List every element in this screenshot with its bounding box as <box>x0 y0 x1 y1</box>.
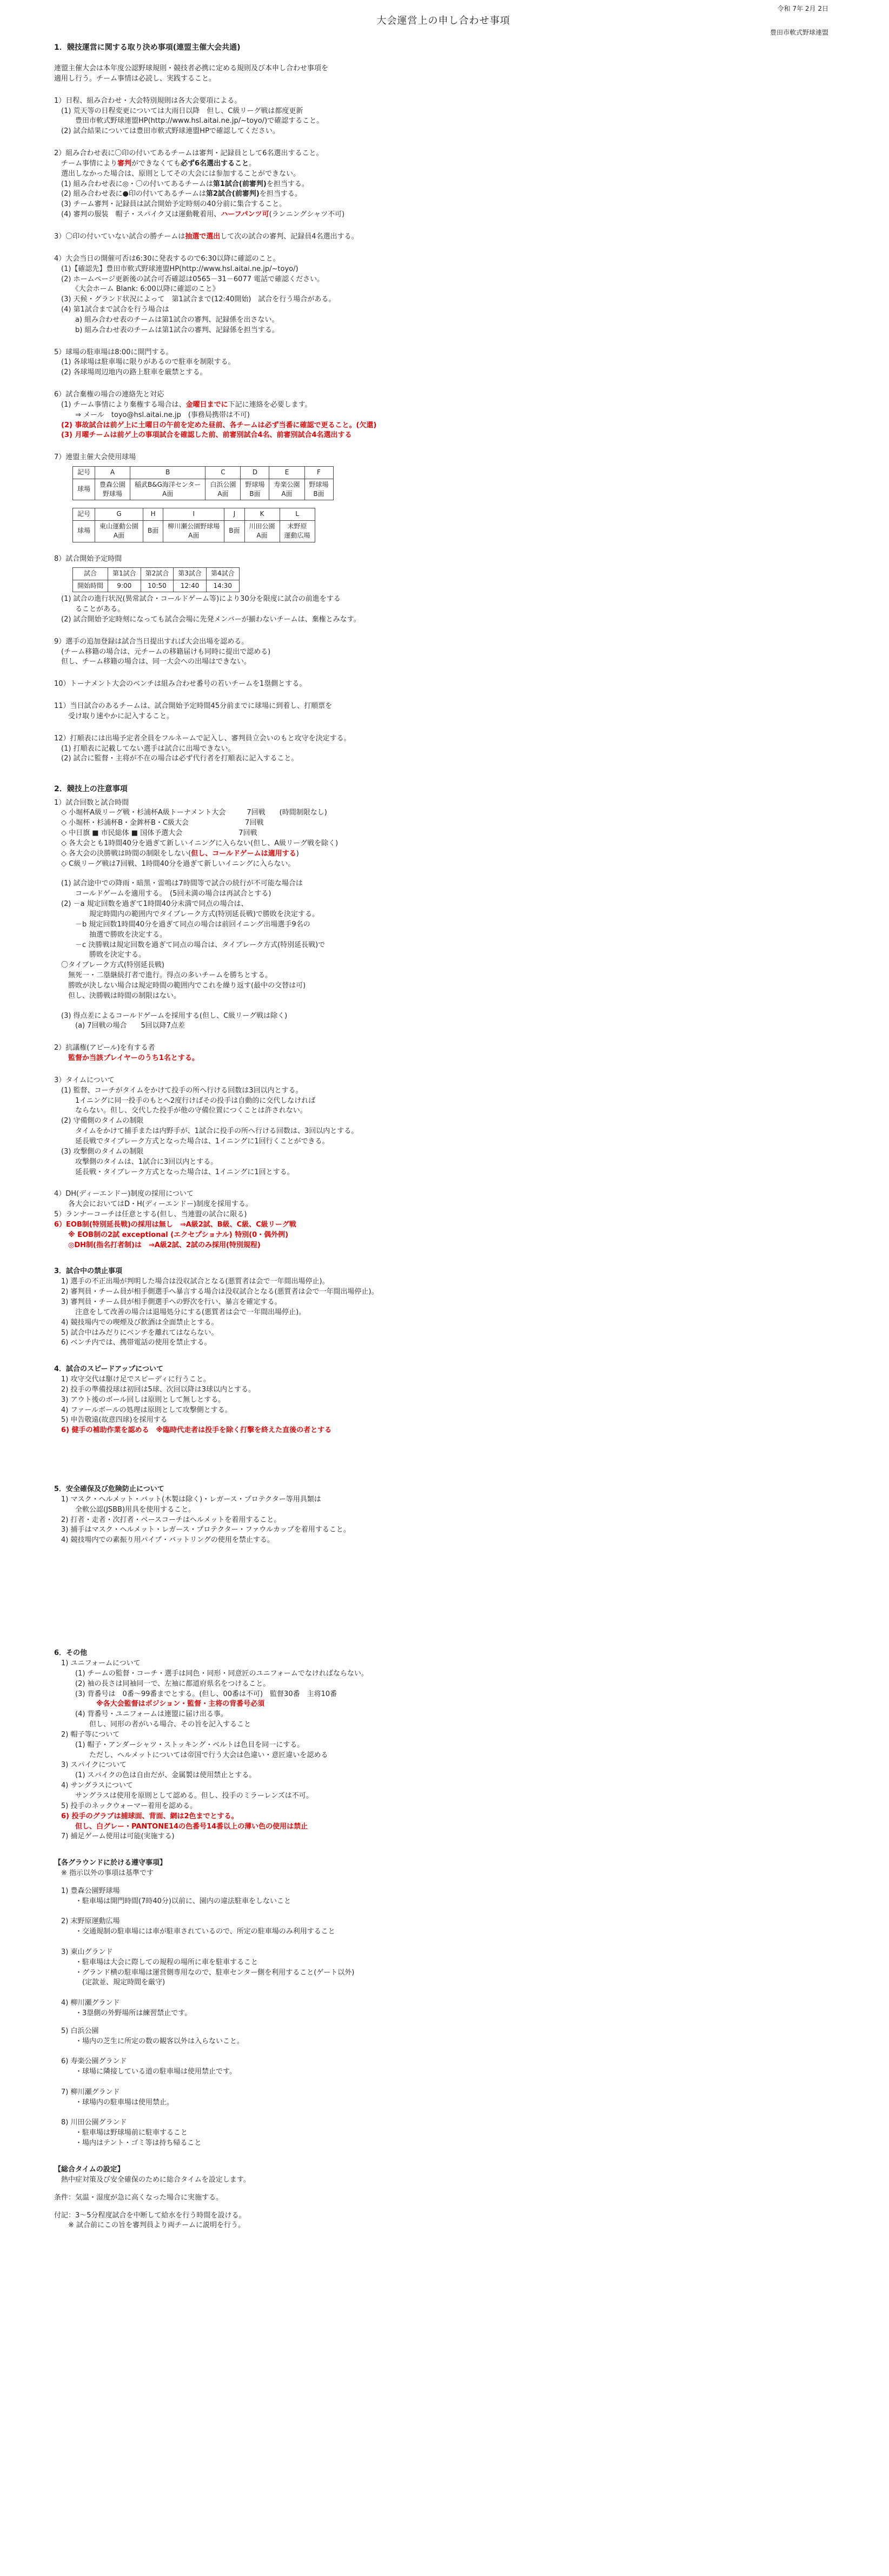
grounds-list-2: 5) 白浜公園 ・場内の芝生に所定の数の観客以外は入らないこと。 6) 寿楽公園グランド ・球場に隣接している道の駐車場は使用禁止です。 7) 柳川瀬グランド ・球場内の駐車場は使用禁止。 8) 川田公園グランド ・駐車場は野球場前に駐車すること ・場内はテント・ゴミ等は持ち帰ること <box>61 2027 244 2148</box>
rule-2-1-tiebreak: (1) 試合途中での降雨・暗黒・雷鳴は7時間等で試合の続行が不可能な場合は コールドゲームを適用する。 (5回未満の場合は再試合とする) (2) －a 規定回数を過ぎて1時間40分未満で同点の場合は、 規定時間内の範囲内でタイブレーク方式(特別延長戦)で勝敗を決定する。 －b 規定回数1時間40分を過ぎて同点の場合は前回イニング出場選手9名の 抽選で勝敗を決定する。 －c 決勝戦は規定回数を過ぎて同点の場合は、タイブレーク方式(特別延長戦)で 勝敗を決定する。 〇タイブレーク方式(特別延長戦) 無死一・二塁継続打者で進行。得点の多いチームを勝ちとする。 勝敗が決しない場合は規定時間の範囲内でこれを繰り返す(最中の交替は可) 但し、決勝戦は時間の制限はない。 <box>61 879 326 1000</box>
stadium-cell: J <box>224 508 244 520</box>
stadium-cell: B面 <box>143 520 163 542</box>
stadium-cell: K <box>244 508 280 520</box>
stadium-cell: 豊森公園 野球場 <box>95 479 130 500</box>
section-1-body <box>54 64 800 2231</box>
stadium-cell: I <box>163 508 224 520</box>
rule-1-schedule: 1）日程、組み合わせ・大会特別規則は各大会要項による。 (1) 荒天等の日程変更については大雨日以降 但し、C級リーグ戦は都度更新 豊田市軟式野球連盟HP(http://www.hsl.aitai.ne.jp/~toyo/)で確認すること。 (2) 試合結果については豊田市軟式野球連盟HPで確認してください。 <box>54 96 324 136</box>
stadium-cell: G <box>95 508 143 520</box>
section-6-last-rule: 7) 捕足ゲーム使用は可能(実施する) <box>54 1832 175 1841</box>
start-time-cell: 第1試合 <box>108 568 141 580</box>
stadium-cell: H <box>143 508 163 520</box>
stadium-row <box>73 508 315 520</box>
rule-2-6-eob-note: ※ EOB制の2試 exceptional (エクセプショナル) 特別(0・偶外例) <box>54 1230 289 1239</box>
start-time-row <box>73 580 240 592</box>
grounds-list-1: 1) 豊森公園野球場 ・駐車場は開門時間(7時40分)以前に、園内の違法駐車をしないこと 2) 末野原運動広場 ・交通規制の駐車場には車が駐車されているので、所定の駐車場のみ利用すること 3) 東山グランド ・駐車場は大会に際しての規程の場所に車を駐車すること ・グランド横の駐車場は運営側専用なので、駐車センター側を利用すること(ゲート以外) (定款並、規定時間を厳守) 4) 柳川瀬グランド ・3塁側の外野場所は練習禁止です。 <box>61 1886 355 2018</box>
stadium-cell: 球場 <box>73 520 95 542</box>
start-time-cell: 第2試合 <box>141 568 174 580</box>
organization-name: 豊田市軟式野球連盟 <box>769 29 828 36</box>
start-time-cell: 試合 <box>73 568 108 580</box>
stadium-cell: D <box>241 467 269 479</box>
hydration-heading: 【総合タイムの設定】 <box>54 2165 124 2174</box>
stadium-cell: B <box>130 467 205 479</box>
grounds-note: ※ 指示以外の事項は基準です <box>54 1869 154 1878</box>
stadium-cell: 野球場 B面 <box>304 479 333 500</box>
rule-10-bench: 10）トーナメント大会のベンチは組み合わせ番号の若いチームを1塁側とする。 <box>54 680 307 688</box>
hydration-line-3: 付記：3～5分程度試合を中断して給水を行う時間を設ける。 <box>54 2211 246 2220</box>
stadiums-table-1 <box>72 466 334 500</box>
stadium-cell: 野球場 B面 <box>241 479 269 500</box>
rule-2-6-dh-note: ◎DH制(指名打者制)は ⇒A級2試、2試のみ採用(特別規程) <box>54 1241 261 1249</box>
start-time-cell: 12:40 <box>174 580 207 592</box>
section-3-body: 1) 選手の不正出場が判明した場合は没収試合となる(悪質者は会で一年間出場停止)。 2) 審判員・チーム員が相手側選手へ暴言する場合は没収試合となる(悪質者は会で一年間出場停止)。 3) 審判員・チーム員が相手側選手への野次を行い、暴言を確定する。 注意をして改善の場合は退場処分にする(悪質者は会で一年間出場停止)。 4) 競技場内での喫煙及び飲酒は全面禁止とする。 5) 試合中はみだりにベンチを離れてはならない。 6) ベンチ内では、携帯電話の使用を禁止する。 <box>61 1277 379 1347</box>
grounds-heading: 【各グラウンドに於ける遵守事項】 <box>54 1859 167 1868</box>
rule-2-1-innings: 1）試合回数と試合時間 ◇ 小堀杯A級リーグ戦・杉浦杯A級トーナメント大会 7回戦 (時間制限なし) ◇ 小堀杯・杉浦杯B・金鉾杯B・C級大会 7回戦 ◇ 中日旗 ■ 市民総体 ■ 国体予選大会 7回戦 ◇ 各大会とも1時間40分を過ぎて新しいイニングに入らない(但し、A級リーグ戦を除く) ◇ 各大会の決勝戦は時間の制限をしない(但し、コールドゲームは適用する) ◇ C級リーグ戦は7回戦、1時間40分を過ぎて新しいイニングに入らない。 <box>54 798 339 868</box>
stadium-cell: F <box>304 467 333 479</box>
stadium-cell: 寿楽公園 A面 <box>269 479 304 500</box>
section-4-heading: 4．試合のスピードアップについて <box>54 1365 163 1374</box>
rule-4-weather-check: 4）大会当日の開催可否は6:30に発表するので6:30以降に確認のこと。 (1)【確認先】豊田市軟式野球連盟HP(http://www.hsl.aitai.ne.jp/~toyo/) (2) ホームページ更新後の試合可否確認は0565－31－6077 電話で確認ください。 《大会ホーム Blank: 6:00以降に確認のこと》 (3) 天候・グランド状況によって 第1試合まで(12:40開始) 試合を行う場合がある。 (4) 第1試合まで試合を行う場合は a) 組み合わせ表のチームは第1試合の審判、記録係を出さない。 b) 組み合わせ表のチームは第1試合の審判、記録係を担当する。 <box>54 254 336 334</box>
section-3-heading: 3．試合中の禁止事項 <box>54 1267 123 1276</box>
start-time-cell: 10:50 <box>141 580 174 592</box>
stadium-cell: 白浜公園 A面 <box>205 479 241 500</box>
stadium-cell: L <box>280 508 315 520</box>
rule-5-parking: 5）球場の駐車場は8:00に開門する。 (1) 各球場は駐車場に限りがあるので駐車を制限する。 (2) 各球場周辺地内の路上駐車を厳禁とする。 <box>54 348 235 377</box>
rule-11-arrival: 11）当日試合のあるチームは、試合開始予定時間45分前までに球場に到着し、打順票を 受け取り速やかに記入すること。 <box>54 702 333 720</box>
rule-2-2-appeal: 2）抗議権(アピール)を有する者 <box>54 1044 155 1052</box>
rule-6-forfeit-notes: (2) 事故試合は前ゲ上に土曜日の午前を定めた昼前、各チームは必ず当番に確認で更ること。(欠還) (3) 月曜チームは前ゲ上の事項試合を確認した前、前審別試合4名、前審別試合4名選出する <box>61 421 377 440</box>
stadium-cell: B面 <box>224 520 244 542</box>
start-time-cell: 開始時間 <box>73 580 108 592</box>
stadium-cell: 稲武B&G海洋センター A面 <box>130 479 205 500</box>
hydration-line-2: 条件：気温・湿度が急に高くなった場合に実施する。 <box>54 2193 223 2202</box>
stadium-row <box>73 479 334 500</box>
section-1-heading: 1．競技運営に関する取り決め事項(連盟主催大会共通) <box>54 43 241 52</box>
rule-6-forfeit: 6）試合棄権の場合の連絡先と対応 (1) チーム事情により棄権する場合は、金曜日までに下記に連絡を必要します。 ⇒ メール toyo@hsl.aitai.ne.jp (事務局携帯は不可) <box>54 390 312 419</box>
stadium-cell: A <box>95 467 130 479</box>
stadium-cell: 末野原 運動広場 <box>280 520 315 542</box>
rule-2-6-eob: 6）EOB制(特別延長戦)の採用は無し ⇒A級2試、B級、C級、C級リーグ戦 <box>54 1220 296 1229</box>
rule-2-referees: 2）組み合わせ表に〇印の付いてあるチームは審判・記録員として6名選出すること。 チーム事情により審判ができなくても必ず6名選出すること。 選出しなかった場合は、原則としてその大会には参加することができない。 (1) 組み合わせ表に◎・〇の付いてあるチームは第1試合(前審判)を担当する。 (2) 組み合わせ表に●印の付いてあるチームは第2試合(前審判)を担当する。 (3) チーム審判・記録員は試合開始予定時刻の40分前に集合すること。 (4) 審判の服装 帽子・スパイク又は運動靴着用、ハーフパンツ可(ランニングシャツ不可) <box>54 149 345 219</box>
start-time-cell: 第3試合 <box>174 568 207 580</box>
stadium-cell: C <box>205 467 241 479</box>
start-times-table <box>72 567 240 592</box>
document-page <box>54 0 833 2576</box>
start-time-cell: 14:30 <box>206 580 239 592</box>
stadium-cell: 記号 <box>73 508 95 520</box>
section-4-body: 1) 攻守交代は駆け足でスピーディに行うこと。 2) 投手の準備投球は初回は5球、次回以降は3球以内とする。 3) アウト後のボール回しは原則として無しとする。 4) ファールボールの処理は原則として攻撃側とする。 5) 申告敬遠(故意四球)を採用する <box>61 1375 256 1425</box>
stadium-cell: 東山運動公園 A面 <box>95 520 143 542</box>
start-time-row <box>73 568 240 580</box>
rule-9-registration: 9）選手の追加登録は試合当日提出すれば大会出場を認める。 (チーム移籍の場合は、元チームの移籍届けも同時に提出で認める) 但し、チーム移籍の場合は、同一大会への出場はできない。 <box>54 637 271 666</box>
stadium-row <box>73 520 315 542</box>
start-time-cell: 第4試合 <box>206 568 239 580</box>
document-date: 令和 7年 2月 2日 <box>777 5 828 12</box>
rule-12-batting-order: 12）打順表には出場予定者全員をフルネームで記入し、審判員立会いのもと攻守を決定する。 (1) 打順表に記載してない選手は試合に出場できない。 (2) 試合に監督・主将が不在の場合は必ず代行者を打順表に記入すること。 <box>54 734 351 763</box>
section-6-glove-rule: 6) 投手のグラブは捕球面、背面、網は2色までとする。 但し、白グレー・PANTONE14の色番号14番以上の薄い色の使用は禁止 <box>61 1812 308 1831</box>
section-2-heading: 2．競技上の注意事項 <box>54 785 128 794</box>
section-6-body: 1) ユニフォームについて (1) チームの監督・コーチ・選手は同色・同形・同意匠のユニフォームでなければならない。 (2) 袖の長さは同袖同一で、左袖に都道府県名をつけること。 (3) 背番号は 0番～99番までとする。(但し、00番は不可) 監督30番 主将10番 ※各大会監督はポジション・監督・主将の背番号必須 (4) 背番号・ユニフォームは連盟に届け出る事。 但し、同形の者がいる場合、その旨を記入すること 2) 帽子等について (1) 帽子・アンダーシャツ・ストッキング・ベルトは色目を同一にする。 ただし、ヘルメットについては帝国で行う大会は色違い・意匠違いを認める 3) スパイクについて (1) スパイクの色は自由だが、金属製は使用禁止とする。 4) サングラスについて サングラスは使用を原則として認める。但し、投手のミラーレンズは不可。 5) 投手のネックウォーマー着用を認める。 <box>61 1659 368 1810</box>
rule-2-4-dh: 4）DH(ディーエンドー)制度の採用について 各大会においてはD・H(ディーエンドー)制度を採用する。 5）ランナーコーチは任意とする(但し、当連盟の試合に限る) <box>54 1190 253 1219</box>
stadium-cell: 柳川瀬公園野球場 A面 <box>163 520 224 542</box>
rule-7-stadiums: 7）連盟主催大会使用球場 <box>54 453 136 462</box>
rule-2-1-called-game: (3) 得点差によるコールドゲームを採用する(但し、C級リーグ戦は除く) (a) 7回戦の場合 5回以降7点差 <box>61 1011 288 1030</box>
stadium-row <box>73 467 334 479</box>
rule-8-start-times: 8）試合開始予定時間 <box>54 554 122 563</box>
start-time-cell: 9:00 <box>108 580 141 592</box>
stadium-cell: 球場 <box>73 479 95 500</box>
section-5-body: 1) マスク・ヘルメット・バット(木製は除く)・レガース・プロテクター等用具類は 全軟公認(JSBB)用具を使用すること。 2) 打者・走者・次打者・ベースコーチはヘルメットを着用すること。 3) 捕手はマスク・ヘルメット・レガース・プロテクター・ファウルカップを着用すること。 4) 競技場内での素振り用パイプ・バットリングの使用を禁止する。 <box>61 1495 350 1545</box>
stadium-cell: 川田公園 A面 <box>244 520 280 542</box>
rule-2-3-timeouts: 3）タイムについて (1) 監督、コーチがタイムをかけて投手の所へ行ける回数は3回以内とする。 1イニングに同一投手のもとへ2度行けばその投手は自動的に交代しなければ ならない。但し、交代した投手が他の守備位置につくことは許されない。 (2) 守備側のタイムの制限 タイムをかけて捕手または内野手が、1試合に投手の所へ行ける回数は、3回以内とする。 延長戦でタイブレーク方式となった場合は、1イニングに1回行くことができる。 (3) 攻撃側のタイムの制限 攻撃側のタイムは、1試合に3回以内とする。 延長戦・タイブレーク方式となった場合は、1イニングに1回とする。 <box>54 1076 359 1176</box>
section-1-intro: 連盟主催大会は本年度公認野球規則・競技者必携に定める規則及び本申し合わせ事項を 適用し行う。チーム事情は必読し、実践すること。 <box>54 64 329 83</box>
hydration-line-1: 熱中症対策及び安全確保のために総合タイムを設定します。 <box>54 2175 250 2184</box>
rule-8-notes: (1) 試合の進行状況(異常試合・コールドゲーム等)により30分を限度に試合の前進をする ることがある。 (2) 試合開始予定時刻になっても試合会場に先発メンバーが揃わないチームは、棄権とみなす。 <box>61 595 361 624</box>
stadiums-table-2 <box>72 508 315 542</box>
stadium-cell: E <box>269 467 304 479</box>
section-5-heading: 5．安全確保及び危険防止について <box>54 1485 164 1494</box>
rule-2-2-appeal-detail: 監督か当該プレイヤーのうち1名とする。 <box>54 1054 199 1063</box>
section-4-red-note: 6) 健手の補助作業を認める ※臨時代走者は投手を除く打撃を終えた直後の者とする <box>54 1426 332 1435</box>
section-6-heading: 6．その他 <box>54 1649 88 1658</box>
document-title: 大会運営上の申し合わせ事項 <box>376 15 510 27</box>
stadium-cell: 記号 <box>73 467 95 479</box>
hydration-line-4: ※ 試合前にこの旨を審判員より両チームに説明を行う。 <box>54 2221 246 2230</box>
rule-3-winner-selection: 3）〇印の付いていない試合の勝チームは抽選で選出して次の試合の審判、記録員4名選出する。 <box>54 232 359 241</box>
